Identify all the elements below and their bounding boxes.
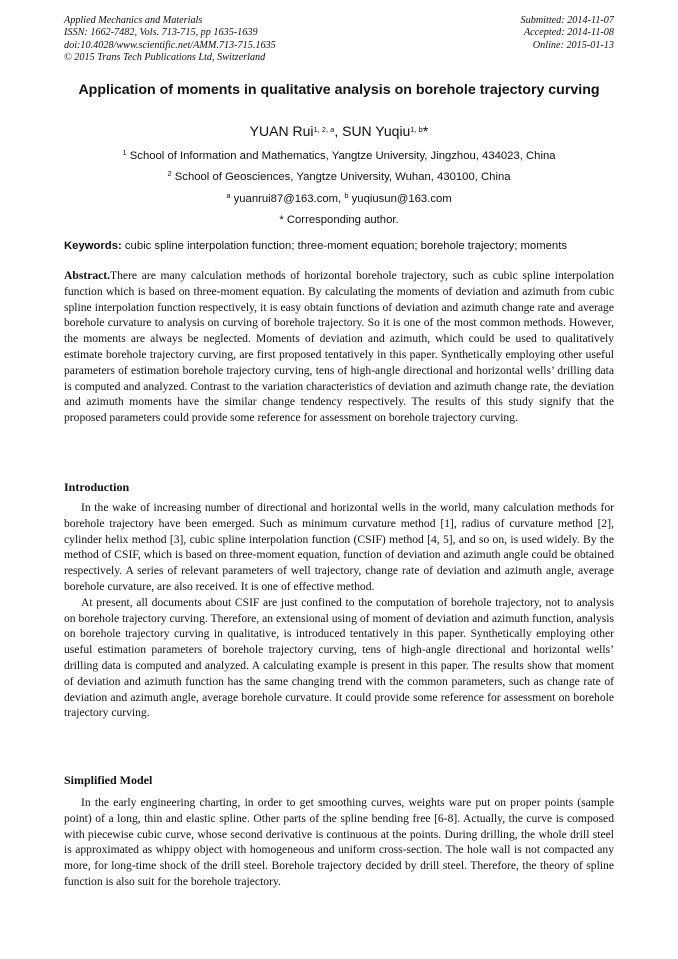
- affiliation-text: School of Geosciences, Yangtze University, Wuhan, 430100, China: [174, 171, 511, 183]
- author-separator: ,: [334, 123, 343, 139]
- paragraph: At present, all documents about CSIF are just confined to the computation of borehole trajectory, not to analysis on borehole trajectory curving. Therefore, an extensional using of moment of deviation and azimuth function, analysis on borehole trajectory curving in qualitative, is introduced tentatively in this paper. Synthetically employing other useful estimation parameters of borehole trajectory curving, tens of high-angle directional and horizontal wells’ drilling data is computed and analyzed. A calculating example is present in this paper. The results show that moment of deviation and azimuth function has the same changing trend with the common parameters, such as change rate of deviation and azimuth angle, average borehole curvature. It could provide some reference for assessment on borehole trajectory curving.: [64, 595, 614, 720]
- email-line: [64, 193, 614, 205]
- author-name: SUN Yuqiu: [342, 123, 411, 139]
- affiliation-2: [64, 171, 614, 183]
- introduction-heading: Introduction: [64, 480, 130, 494]
- email-link[interactable]: yuanrui87@163.com,: [233, 193, 342, 205]
- corresponding-note: * Corresponding author.: [279, 214, 399, 226]
- copyright-line: © 2015 Trans Tech Publications Ltd, Switzerland: [64, 51, 266, 63]
- journal-header-left: [64, 15, 276, 64]
- abstract-block: [64, 268, 614, 426]
- author-name: YUAN Rui: [249, 123, 314, 139]
- keywords-text: cubic spline interpolation function; three-moment equation; borehole trajectory; moments: [124, 240, 567, 252]
- email-mark: b: [344, 191, 349, 200]
- accepted-date: Accepted: 2014-11-08: [523, 27, 614, 39]
- abstract-label: Abstract.: [64, 269, 111, 282]
- email-link[interactable]: yuqiusun@163.com: [351, 193, 452, 205]
- abstract-text: There are many calculation methods of horizontal borehole trajectory, such as cubic spline interpolation function which is based on three-moment equation. By calculating the moments of deviation and azimuth from cubic spline interpolation function respectively, it is easy obtain functions of deviation and azimuth change rate and average borehole curvature to analysis on curving of borehole trajectory. So it is one of the most common methods. However, the moments are always be neglected. Moments of deviation and azimuth, which could be used to qualitatively estimate borehole trajectory curving, are first proposed tentatively in this paper. Synthetically employing other useful parameters of estimation borehole trajectory curving, tens of high-angle directional and horizontal wells’ drilling data is computed and analyzed. Contrast to the variation characteristics of deviation and azimuth change rate, the deviation and azimuth moments have the similar change tendency respectively. The results of this study signify that the proposed parameters could provide some reference for assessment on borehole trajectory curving.: [64, 269, 614, 425]
- journal-header-right: [521, 15, 614, 52]
- simplified-model-heading: Simplified Model: [64, 773, 153, 787]
- author-affiliation-mark: 1, b: [410, 125, 423, 134]
- affiliation-text: School of Information and Mathematics, Yangtze University, Jingzhou, 434023, China: [129, 150, 556, 162]
- introduction-body: [64, 500, 614, 721]
- corresponding-mark: *: [422, 123, 429, 139]
- online-date: Online: 2015-01-13: [532, 39, 614, 51]
- author-line: [64, 123, 614, 139]
- submitted-date: Submitted: 2014-11-07: [520, 15, 614, 26]
- issn-line: ISSN: 1662-7482, Vols. 713-715, pp 1635-1639: [64, 27, 258, 39]
- keywords-label: Keywords:: [64, 240, 122, 252]
- keywords-line: [64, 240, 624, 252]
- author-affiliation-mark: 1, 2, a: [313, 125, 335, 134]
- affiliation-number: 1: [122, 148, 127, 157]
- doi-link[interactable]: doi:10.4028/www.scientific.net/AMM.713-715.1635: [64, 39, 276, 51]
- journal-name: Applied Mechanics and Materials: [64, 15, 203, 26]
- paragraph: In the early engineering charting, in order to get smoothing curves, weights ware put on proper points (sample point) of a long, thin and elastic spline. Other parts of the spline bending free [6-8]. Actually, the curve is composed with piecewise cubic curve, whose second derivative is continuous at the points. During drilling, the whole drill steel is approximated as whippy object with homogeneous and uniform cross-section. The hole wall is not compacted any more, for long-time shock of the drill steel. Borehole trajectory decided by drill steel. Therefore, the theory of spline function is also suit for the borehole trajectory.: [64, 796, 614, 888]
- email-mark: a: [226, 191, 231, 200]
- affiliation-1: [64, 150, 614, 162]
- simplified-model-body: [64, 795, 614, 890]
- affiliation-number: 2: [167, 169, 172, 178]
- paper-title: Application of moments in qualitative analysis on borehole trajectory curving: [78, 82, 600, 98]
- paragraph: In the wake of increasing number of directional and horizontal wells in the world, many calculation methods for borehole trajectory have been emerged. Such as minimum curvature method [1], radius of curvature method [2], cylinder helix method [3], cubic spline interpolation function (CSIF) method [4, 5], and so on, is used widely. By the method of CSIF, which is based on three-moment equation, function of deviation and azimuth angle could be obtained respectively. A series of relevant parameters of well trajectory, change rate of deviation and azimuth angle, average borehole curvature, are also received. It is one of effective method.: [64, 501, 614, 593]
